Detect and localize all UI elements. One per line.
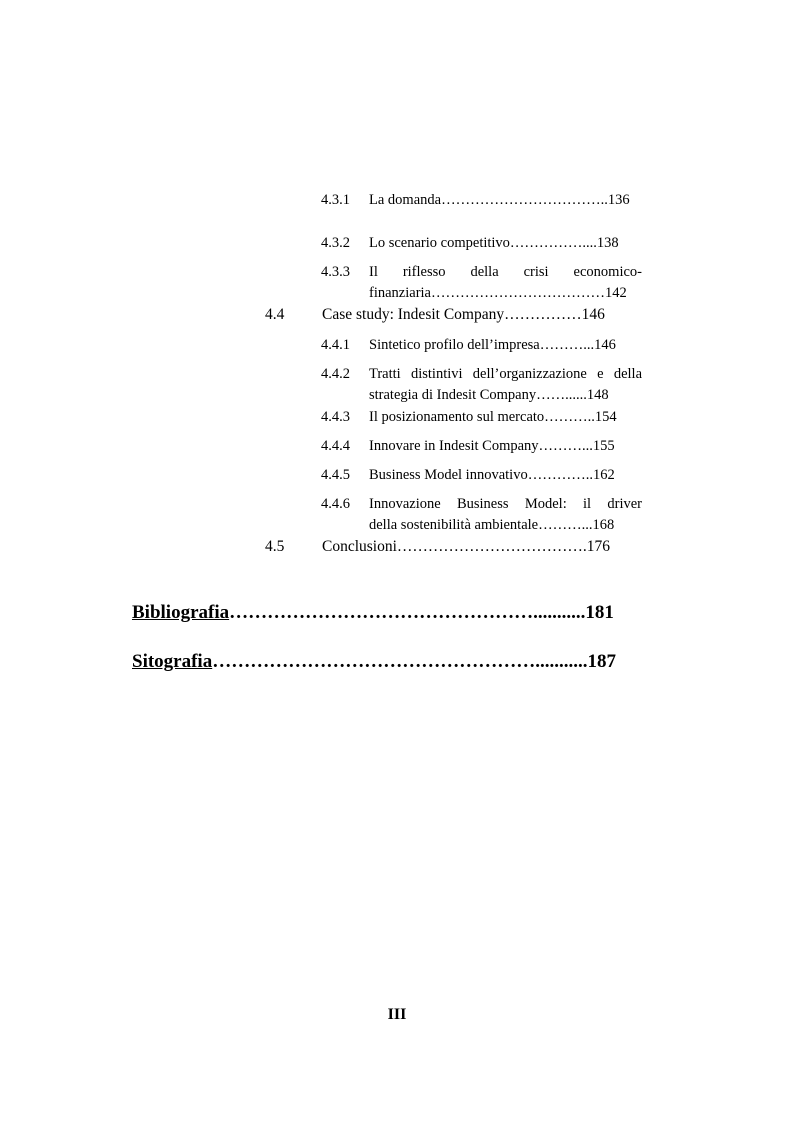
toc-entry-text: Il posizionamento sul mercato………..154 xyxy=(369,409,617,425)
toc-entry-text: La domanda……………………………..136 xyxy=(369,192,630,208)
sitografia-label: Sitografia xyxy=(132,651,213,672)
toc-entry-text: strategia di Indesit Company……......148 xyxy=(369,387,609,403)
toc-entry-text: Il riflesso della crisi economico- xyxy=(369,264,642,280)
toc-number: 4.4 xyxy=(265,306,285,323)
toc-number: 4.3.1 xyxy=(321,192,350,208)
toc-entry-text: Innovazione Business Model: il driver xyxy=(369,496,642,512)
toc-entry-text: Case study: Indesit Company……………146 xyxy=(322,306,605,323)
toc-number: 4.4.6 xyxy=(321,496,350,512)
toc-entry-text: Lo scenario competitivo……………....138 xyxy=(369,235,619,251)
toc-bibliografia xyxy=(132,601,614,625)
sitografia-leader: ……………………………………………...........187 xyxy=(212,651,616,672)
toc-entry-text: finanziaria………………………………142 xyxy=(369,285,627,301)
toc-number: 4.4.3 xyxy=(321,409,350,425)
toc-number: 4.4.4 xyxy=(321,438,350,454)
toc-entry-text: Conclusioni……………………………….176 xyxy=(322,538,611,555)
bibliografia-leader: …………………………………………...........181 xyxy=(229,602,614,623)
toc-sitografia xyxy=(132,650,616,674)
toc-entry-text: Tratti distintivi dell’organizzazione e della xyxy=(369,366,642,382)
page-number: III xyxy=(387,1006,407,1023)
toc-number: 4.3.3 xyxy=(321,264,350,280)
toc-entry-text: della sostenibilità ambientale………...168 xyxy=(369,517,615,533)
toc-entry-text: Business Model innovativo…………..162 xyxy=(369,467,615,483)
toc-number: 4.5 xyxy=(265,538,285,555)
toc-entry-text: Sintetico profilo dell’impresa………...146 xyxy=(369,337,616,353)
toc-number: 4.3.2 xyxy=(321,235,350,251)
toc-number: 4.4.2 xyxy=(321,366,350,382)
bibliografia-label: Bibliografia xyxy=(132,602,230,623)
toc-entry-text: Innovare in Indesit Company………...155 xyxy=(369,438,615,454)
toc-number: 4.4.1 xyxy=(321,337,350,353)
toc-number: 4.4.5 xyxy=(321,467,350,483)
